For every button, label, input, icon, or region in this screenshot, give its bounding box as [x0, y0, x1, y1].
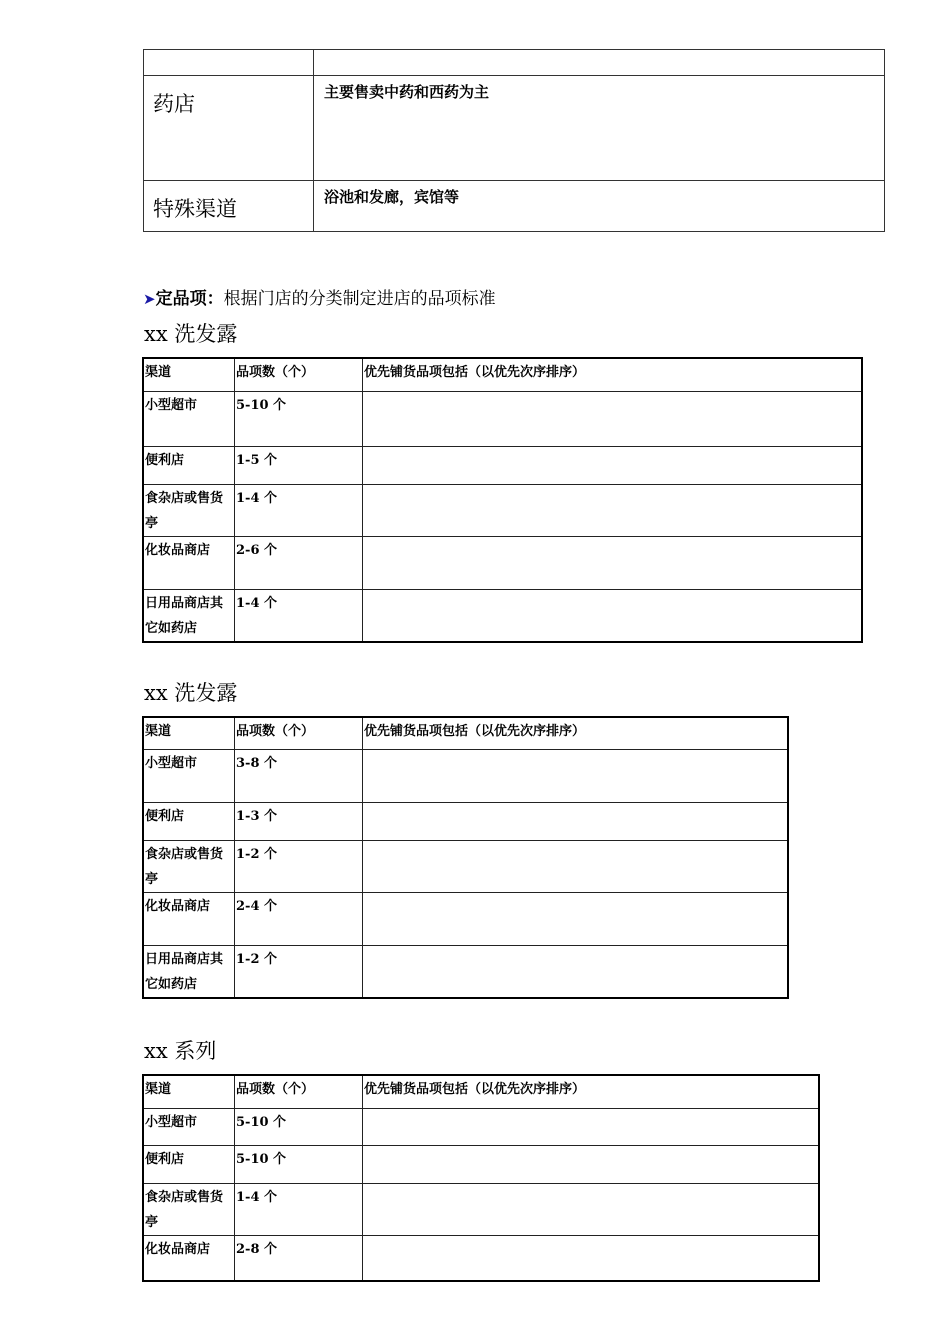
- channel-cell: 便利店: [143, 802, 235, 840]
- header-cell: 品项数（个）: [235, 358, 363, 391]
- header-cell: 渠道: [143, 717, 235, 749]
- channel-table: [143, 49, 885, 232]
- priority-cell: [363, 892, 789, 945]
- channel-cell: 化妆品商店: [143, 1235, 235, 1281]
- count-cell: 1-2 个: [235, 945, 363, 998]
- count-cell: 1-5 个: [235, 446, 363, 484]
- table-row: [143, 1145, 819, 1183]
- table-row: [143, 802, 788, 840]
- product-table-title: xx 洗发露: [144, 322, 238, 346]
- table-row: [144, 181, 885, 232]
- count-cell: 3-8 个: [235, 749, 363, 802]
- table-row: [143, 484, 862, 536]
- table-header-row: [143, 717, 788, 749]
- product-table-title: xx 洗发露: [144, 681, 238, 705]
- table-row: [143, 589, 862, 642]
- table-row: [143, 446, 862, 484]
- table-row: [143, 1183, 819, 1235]
- description-cell: 主要售卖中药和西药为主: [314, 76, 885, 181]
- channel-cell: 小型超市: [143, 1108, 235, 1145]
- product-table: [142, 716, 789, 999]
- table-row: [143, 391, 862, 446]
- table-row: [143, 1235, 819, 1281]
- priority-cell: [363, 391, 863, 446]
- header-cell: 优先铺货品项包括（以优先次序排序）: [363, 717, 789, 749]
- channel-cell: 小型超市: [143, 391, 235, 446]
- count-cell: 1-4 个: [235, 1183, 363, 1235]
- table-row: [144, 50, 885, 76]
- count-cell: 1-2 个: [235, 840, 363, 892]
- section-heading: [143, 284, 496, 309]
- table-row: [143, 749, 788, 802]
- product-table-title: xx 系列: [144, 1039, 217, 1063]
- priority-cell: [363, 840, 789, 892]
- header-cell: 品项数（个）: [235, 717, 363, 749]
- table-row: [143, 892, 788, 945]
- table-header-row: [143, 1075, 819, 1108]
- channel-cell: 日用品商店其它如药店: [143, 589, 235, 642]
- section-text: 根据门店的分类制定进店的品项标准: [223, 289, 496, 309]
- header-cell: 渠道: [143, 358, 235, 391]
- header-cell: 渠道: [143, 1075, 235, 1108]
- priority-cell: [363, 1145, 820, 1183]
- priority-cell: [363, 1108, 820, 1145]
- table-header-row: [143, 358, 862, 391]
- count-cell: 2-4 个: [235, 892, 363, 945]
- priority-cell: [363, 536, 863, 589]
- channel-cell: 便利店: [143, 446, 235, 484]
- table-row: [143, 1108, 819, 1145]
- table-row: [143, 945, 788, 998]
- table-row: [144, 76, 885, 181]
- header-cell: 品项数（个）: [235, 1075, 363, 1108]
- priority-cell: [363, 1183, 820, 1235]
- priority-cell: [363, 446, 863, 484]
- header-cell: 优先铺货品项包括（以优先次序排序）: [363, 1075, 820, 1108]
- priority-cell: [363, 1235, 820, 1281]
- priority-cell: [363, 589, 863, 642]
- channel-cell: 化妆品商店: [143, 892, 235, 945]
- channel-cell: 食杂店或售货亭: [143, 1183, 235, 1235]
- count-cell: 5-10 个: [235, 1145, 363, 1183]
- priority-cell: [363, 749, 789, 802]
- table-row: [143, 536, 862, 589]
- description-cell: 浴池和发廊，宾馆等: [314, 181, 885, 232]
- count-cell: 5-10 个: [235, 1108, 363, 1145]
- channel-cell: 日用品商店其它如药店: [143, 945, 235, 998]
- arrow-icon: ➤: [143, 290, 156, 308]
- count-cell: 1-4 个: [235, 484, 363, 536]
- priority-cell: [363, 802, 789, 840]
- channel-cell: 药店: [144, 76, 314, 181]
- channel-cell: 特殊渠道: [144, 181, 314, 232]
- count-cell: 2-8 个: [235, 1235, 363, 1281]
- channel-cell: 小型超市: [143, 749, 235, 802]
- count-cell: 1-4 个: [235, 589, 363, 642]
- channel-cell: 化妆品商店: [143, 536, 235, 589]
- product-table: [142, 1074, 820, 1282]
- channel-cell: 便利店: [143, 1145, 235, 1183]
- product-table: [142, 357, 863, 643]
- priority-cell: [363, 945, 789, 998]
- table-row: [143, 840, 788, 892]
- channel-cell: 食杂店或售货亭: [143, 840, 235, 892]
- description-cell: [314, 50, 885, 76]
- count-cell: 5-10 个: [235, 391, 363, 446]
- header-cell: 优先铺货品项包括（以优先次序排序）: [363, 358, 863, 391]
- section-lead: 定品项：: [155, 289, 224, 309]
- priority-cell: [363, 484, 863, 536]
- channel-cell: [144, 50, 314, 76]
- channel-cell: 食杂店或售货亭: [143, 484, 235, 536]
- count-cell: 1-3 个: [235, 802, 363, 840]
- count-cell: 2-6 个: [235, 536, 363, 589]
